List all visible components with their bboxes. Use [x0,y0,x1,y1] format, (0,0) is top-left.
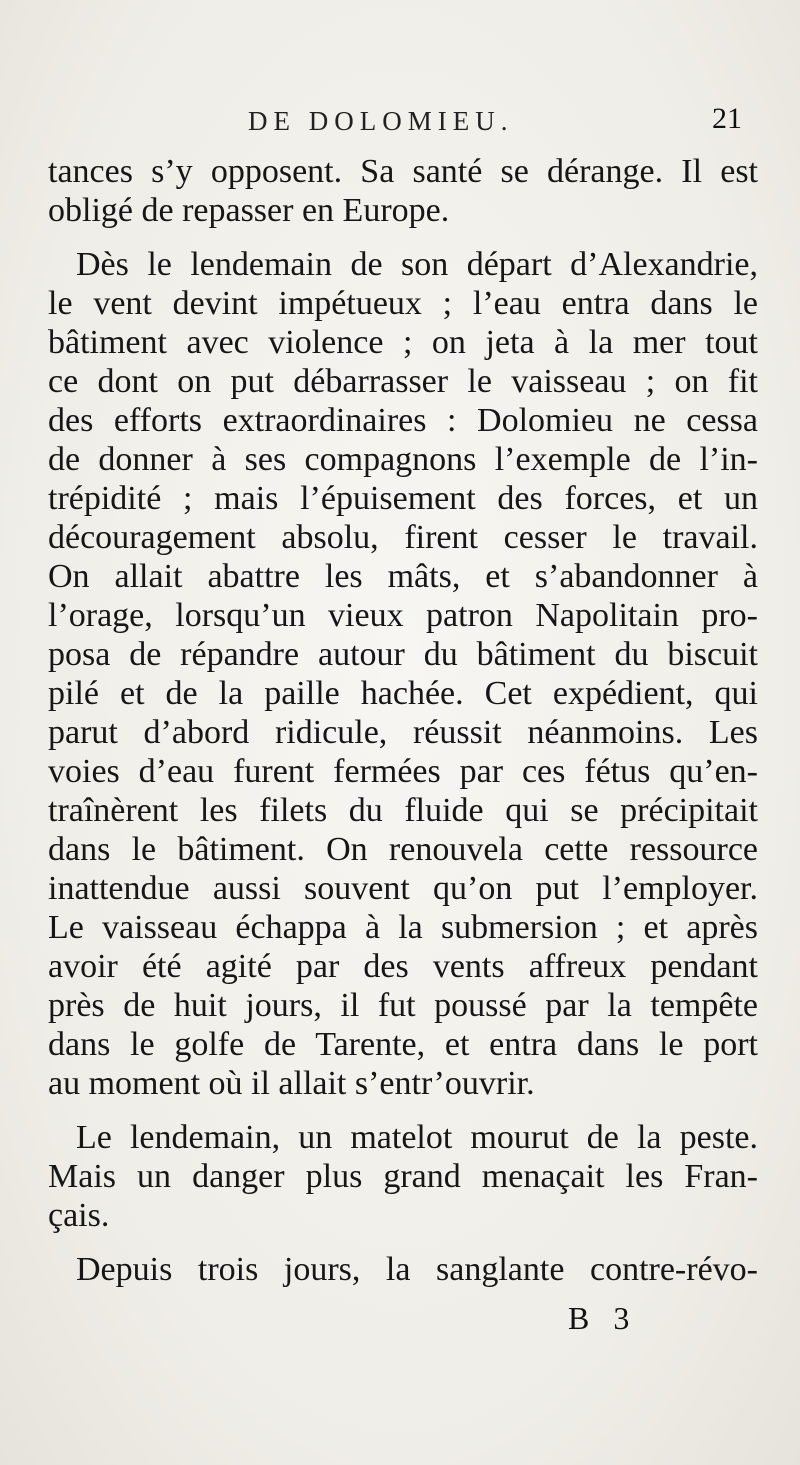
text-line: bâtiment avec violence ; on jeta à la mer tout [48,324,758,361]
text-line: Dès le lendemain de son départ d’Alexandrie, [76,246,758,283]
text-line: dans le bâtiment. On renouvela cette ressource [48,831,758,868]
text-line: Le vaisseau échappa à la submersion ; et après [48,909,758,946]
body-text [48,152,758,1289]
text-line: de donner à ses compagnons l’exemple de l’in- [48,441,758,478]
text-line: Depuis trois jours, la sanglante contre-révo- [76,1251,758,1288]
text-line: pilé et de la paille hachée. Cet expédient, qui [48,675,758,712]
text-line: On allait abattre les mâts, et s’abandonner à [48,558,758,595]
page-number: 21 [712,102,742,135]
text-line: parut d’abord ridicule, réussit néanmoins. Les [48,714,758,751]
text-line: inattendue aussi souvent qu’on put l’employer. [48,870,758,907]
text-line: traînèrent les filets du fluide qui se précipitait [48,792,758,829]
text-line: çais. [48,1197,110,1234]
text-line: ce dont on put débarrasser le vaisseau ; on fit [48,363,758,400]
text-line: trépidité ; mais l’épuisement des forces, et un [48,480,758,517]
text-line: l’orage, lorsqu’un vieux patron Napolitain pro- [48,597,758,634]
text-line: posa de répandre autour du bâtiment du biscuit [48,636,758,673]
text-line: Mais un danger plus grand menaçait les Fran- [48,1158,758,1195]
text-line: tances s’y opposent. Sa santé se dérange. Il est [48,153,758,190]
text-line: découragement absolu, firent cesser le travail. [48,519,758,556]
text-line: près de huit jours, il fut poussé par la tempête [48,987,758,1024]
text-line: obligé de repasser en Europe. [48,192,450,229]
signature-mark: B 3 [568,1300,638,1336]
text-line: avoir été agité par des vents affreux pendant [48,948,758,985]
running-title: DE DOLOMIEU. [248,106,514,136]
text-line: des efforts extraordinaires : Dolomieu ne cessa [48,402,758,439]
text-line: au moment où il allait s’entr’ouvrir. [48,1065,535,1102]
text-line: Le lendemain, un matelot mourut de la peste. [76,1119,758,1156]
page-header [0,100,800,144]
text-line: voies d’eau furent fermées par ces fétus qu’en- [48,753,758,790]
text-line: dans le golfe de Tarente, et entra dans le port [48,1026,758,1063]
text-line: le vent devint impétueux ; l’eau entra dans le [48,285,758,322]
